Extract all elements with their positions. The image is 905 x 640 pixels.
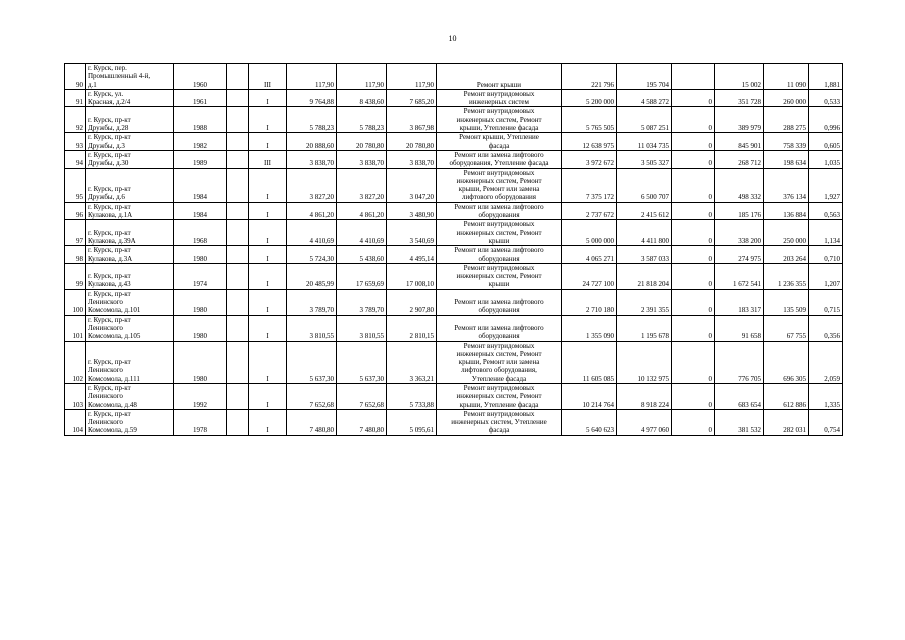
table-row xyxy=(65,246,843,264)
empty-cell xyxy=(227,246,249,264)
empty-cell xyxy=(227,220,249,246)
category-cell: I xyxy=(249,263,287,289)
year-cell: 1989 xyxy=(174,150,227,168)
works-cell: Ремонт или замена лифтового оборудования, Утепление фасада xyxy=(437,150,562,168)
residential-area-cell: 2 810,15 xyxy=(387,315,437,341)
fund-cost-cell: 1 195 678 xyxy=(617,315,672,341)
total-cost-cell: 11 605 085 xyxy=(562,341,617,383)
row-number: 96 xyxy=(65,202,86,220)
ratio-cell: 0,356 xyxy=(809,315,843,341)
area-cell: 3 838,70 xyxy=(337,150,387,168)
table-row xyxy=(65,220,843,246)
residential-area-cell: 3 867,98 xyxy=(387,107,437,133)
table-row xyxy=(65,107,843,133)
budget-cost-cell: 0 xyxy=(672,133,715,151)
address-cell: г. Курск, пр-кт Дружбы, д.6 xyxy=(86,168,174,202)
row-number: 104 xyxy=(65,409,86,435)
owners-cost-cell: 198 634 xyxy=(764,150,809,168)
ratio-cell: 1,134 xyxy=(809,220,843,246)
municipal-cost-cell: 351 728 xyxy=(715,89,764,107)
fund-cost-cell: 4 977 060 xyxy=(617,409,672,435)
works-cell: Ремонт внутридомовых инженерных систем, Ремонт крыши, Ремонт или замена лифтового оборудования xyxy=(437,168,562,202)
ratio-cell: 0,605 xyxy=(809,133,843,151)
address-cell: г. Курск, пр-кт Ленинского Комсомола, д.59 xyxy=(86,409,174,435)
municipal-cost-cell: 776 705 xyxy=(715,341,764,383)
municipal-cost-cell: 381 532 xyxy=(715,409,764,435)
budget-cost-cell: 0 xyxy=(672,107,715,133)
ratio-cell: 0,996 xyxy=(809,107,843,133)
municipal-cost-cell: 183 317 xyxy=(715,289,764,315)
works-cell: Ремонт внутридомовых инженерных систем, Ремонт крыши xyxy=(437,220,562,246)
total-cost-cell: 221 796 xyxy=(562,64,617,90)
total-area-cell: 5 637,30 xyxy=(287,341,337,383)
empty-cell xyxy=(227,383,249,409)
ratio-cell: 1,335 xyxy=(809,383,843,409)
municipal-cost-cell: 338 200 xyxy=(715,220,764,246)
total-area-cell: 3 789,70 xyxy=(287,289,337,315)
area-cell: 20 780,80 xyxy=(337,133,387,151)
works-cell: Ремонт крыши, Утепление фасада xyxy=(437,133,562,151)
empty-cell xyxy=(227,409,249,435)
residential-area-cell: 4 495,14 xyxy=(387,246,437,264)
empty-cell xyxy=(227,64,249,90)
ratio-cell: 2,059 xyxy=(809,341,843,383)
row-number: 98 xyxy=(65,246,86,264)
table-row xyxy=(65,150,843,168)
total-area-cell: 7 480,80 xyxy=(287,409,337,435)
residential-area-cell: 5 733,88 xyxy=(387,383,437,409)
municipal-cost-cell: 1 672 541 xyxy=(715,263,764,289)
area-cell: 5 438,60 xyxy=(337,246,387,264)
address-cell: г. Курск, пр-кт Ленинского Комсомола, д.105 xyxy=(86,315,174,341)
fund-cost-cell: 11 034 735 xyxy=(617,133,672,151)
fund-cost-cell: 2 415 612 xyxy=(617,202,672,220)
empty-cell xyxy=(227,202,249,220)
category-cell: I xyxy=(249,383,287,409)
empty-cell xyxy=(227,89,249,107)
table-row xyxy=(65,383,843,409)
budget-cost-cell: 0 xyxy=(672,409,715,435)
fund-cost-cell: 3 505 327 xyxy=(617,150,672,168)
address-cell: г. Курск, пр-кт Ленинского Комсомола, д.111 xyxy=(86,341,174,383)
year-cell: 1982 xyxy=(174,133,227,151)
area-cell: 7 480,80 xyxy=(337,409,387,435)
total-cost-cell: 24 727 100 xyxy=(562,263,617,289)
total-area-cell: 4 861,20 xyxy=(287,202,337,220)
works-cell: Ремонт или замена лифтового оборудования xyxy=(437,246,562,264)
budget-cost-cell: 0 xyxy=(672,220,715,246)
residential-area-cell: 117,90 xyxy=(387,64,437,90)
municipal-cost-cell: 683 654 xyxy=(715,383,764,409)
total-cost-cell: 4 065 271 xyxy=(562,246,617,264)
area-cell: 7 652,68 xyxy=(337,383,387,409)
owners-cost-cell: 250 000 xyxy=(764,220,809,246)
works-cell: Ремонт или замена лифтового оборудования xyxy=(437,202,562,220)
residential-area-cell: 20 780,80 xyxy=(387,133,437,151)
row-number: 103 xyxy=(65,383,86,409)
address-cell: г. Курск, пр-кт Дружбы, д.3 xyxy=(86,133,174,151)
area-cell: 4 861,20 xyxy=(337,202,387,220)
owners-cost-cell: 203 264 xyxy=(764,246,809,264)
budget-cost-cell: 0 xyxy=(672,383,715,409)
residential-area-cell: 7 685,20 xyxy=(387,89,437,107)
ratio-cell: 0,533 xyxy=(809,89,843,107)
category-cell: I xyxy=(249,220,287,246)
municipal-cost-cell: 498 332 xyxy=(715,168,764,202)
total-cost-cell: 5 640 623 xyxy=(562,409,617,435)
empty-cell xyxy=(227,263,249,289)
table-row xyxy=(65,64,843,90)
fund-cost-cell: 195 704 xyxy=(617,64,672,90)
category-cell: I xyxy=(249,341,287,383)
row-number: 97 xyxy=(65,220,86,246)
row-number: 100 xyxy=(65,289,86,315)
row-number: 93 xyxy=(65,133,86,151)
budget-cost-cell: 0 xyxy=(672,315,715,341)
budget-cost-cell xyxy=(672,64,715,90)
ratio-cell: 1,927 xyxy=(809,168,843,202)
year-cell: 1980 xyxy=(174,289,227,315)
owners-cost-cell: 376 134 xyxy=(764,168,809,202)
fund-cost-cell: 8 918 224 xyxy=(617,383,672,409)
municipal-cost-cell: 274 975 xyxy=(715,246,764,264)
owners-cost-cell: 1 236 355 xyxy=(764,263,809,289)
page-number: 10 xyxy=(448,34,457,43)
table-row xyxy=(65,289,843,315)
table-row xyxy=(65,315,843,341)
municipal-cost-cell: 389 979 xyxy=(715,107,764,133)
ratio-cell: 1,035 xyxy=(809,150,843,168)
year-cell: 1988 xyxy=(174,107,227,133)
ratio-cell: 0,710 xyxy=(809,246,843,264)
category-cell: III xyxy=(249,150,287,168)
category-cell: I xyxy=(249,202,287,220)
category-cell: I xyxy=(249,246,287,264)
municipal-cost-cell: 845 901 xyxy=(715,133,764,151)
total-area-cell: 5 788,23 xyxy=(287,107,337,133)
residential-area-cell: 3 047,20 xyxy=(387,168,437,202)
year-cell: 1992 xyxy=(174,383,227,409)
category-cell: III xyxy=(249,64,287,90)
owners-cost-cell: 11 090 xyxy=(764,64,809,90)
total-cost-cell: 7 375 172 xyxy=(562,168,617,202)
address-cell: г. Курск, пр-кт Ленинского Комсомола, д.48 xyxy=(86,383,174,409)
budget-cost-cell: 0 xyxy=(672,246,715,264)
year-cell: 1961 xyxy=(174,89,227,107)
works-cell: Ремонт или замена лифтового оборудования xyxy=(437,315,562,341)
table-row xyxy=(65,202,843,220)
total-area-cell: 5 724,30 xyxy=(287,246,337,264)
category-cell: I xyxy=(249,289,287,315)
fund-cost-cell: 4 411 800 xyxy=(617,220,672,246)
year-cell: 1980 xyxy=(174,246,227,264)
row-number: 91 xyxy=(65,89,86,107)
row-number: 101 xyxy=(65,315,86,341)
residential-area-cell: 3 838,70 xyxy=(387,150,437,168)
year-cell: 1974 xyxy=(174,263,227,289)
year-cell: 1960 xyxy=(174,64,227,90)
budget-cost-cell: 0 xyxy=(672,263,715,289)
category-cell: I xyxy=(249,409,287,435)
municipal-cost-cell: 268 712 xyxy=(715,150,764,168)
repair-program-table xyxy=(64,63,843,436)
fund-cost-cell: 5 087 251 xyxy=(617,107,672,133)
area-cell: 5 637,30 xyxy=(337,341,387,383)
total-area-cell: 3 827,20 xyxy=(287,168,337,202)
address-cell: г. Курск, пр-кт Кулакова, д.1А xyxy=(86,202,174,220)
budget-cost-cell: 0 xyxy=(672,150,715,168)
area-cell: 17 659,69 xyxy=(337,263,387,289)
address-cell: г. Курск, пр-кт Дружбы, д.28 xyxy=(86,107,174,133)
total-area-cell: 20 485,99 xyxy=(287,263,337,289)
fund-cost-cell: 6 500 707 xyxy=(617,168,672,202)
total-area-cell: 20 888,60 xyxy=(287,133,337,151)
row-number: 95 xyxy=(65,168,86,202)
empty-cell xyxy=(227,107,249,133)
year-cell: 1978 xyxy=(174,409,227,435)
budget-cost-cell: 0 xyxy=(672,202,715,220)
ratio-cell: 1,881 xyxy=(809,64,843,90)
empty-cell xyxy=(227,168,249,202)
area-cell: 117,90 xyxy=(337,64,387,90)
works-cell: Ремонт внутридомовых инженерных систем xyxy=(437,89,562,107)
municipal-cost-cell: 91 658 xyxy=(715,315,764,341)
works-cell: Ремонт внутридомовых инженерных систем, Ремонт крыши, Ремонт или замена лифтового оборудования, Утепление фасада xyxy=(437,341,562,383)
table-row xyxy=(65,89,843,107)
owners-cost-cell: 67 755 xyxy=(764,315,809,341)
municipal-cost-cell: 15 002 xyxy=(715,64,764,90)
total-cost-cell: 3 972 672 xyxy=(562,150,617,168)
total-area-cell: 9 764,88 xyxy=(287,89,337,107)
empty-cell xyxy=(227,289,249,315)
residential-area-cell: 3 363,21 xyxy=(387,341,437,383)
address-cell: г. Курск, пр-кт Кулакова, д.3А xyxy=(86,246,174,264)
row-number: 94 xyxy=(65,150,86,168)
empty-cell xyxy=(227,150,249,168)
year-cell: 1984 xyxy=(174,168,227,202)
table-row xyxy=(65,409,843,435)
owners-cost-cell: 696 305 xyxy=(764,341,809,383)
empty-cell xyxy=(227,133,249,151)
table-row xyxy=(65,133,843,151)
total-cost-cell: 5 000 000 xyxy=(562,220,617,246)
total-cost-cell: 2 737 672 xyxy=(562,202,617,220)
total-area-cell: 3 838,70 xyxy=(287,150,337,168)
owners-cost-cell: 135 509 xyxy=(764,289,809,315)
area-cell: 3 789,70 xyxy=(337,289,387,315)
category-cell: I xyxy=(249,168,287,202)
area-cell: 5 788,23 xyxy=(337,107,387,133)
owners-cost-cell: 288 275 xyxy=(764,107,809,133)
year-cell: 1984 xyxy=(174,202,227,220)
address-cell: г. Курск, пр-кт Кулакова, д.39А xyxy=(86,220,174,246)
budget-cost-cell: 0 xyxy=(672,89,715,107)
works-cell: Ремонт внутридомовых инженерных систем, Ремонт крыши, Утепление фасада xyxy=(437,107,562,133)
table-row xyxy=(65,341,843,383)
budget-cost-cell: 0 xyxy=(672,341,715,383)
ratio-cell: 0,754 xyxy=(809,409,843,435)
fund-cost-cell: 4 588 272 xyxy=(617,89,672,107)
category-cell: I xyxy=(249,133,287,151)
works-cell: Ремонт крыши xyxy=(437,64,562,90)
table-row xyxy=(65,263,843,289)
year-cell: 1980 xyxy=(174,341,227,383)
total-area-cell: 4 410,69 xyxy=(287,220,337,246)
empty-cell xyxy=(227,341,249,383)
fund-cost-cell: 3 587 033 xyxy=(617,246,672,264)
empty-cell xyxy=(227,315,249,341)
address-cell: г. Курск, пер. Промышленный 4-й, д.1 xyxy=(86,64,174,90)
owners-cost-cell: 260 000 xyxy=(764,89,809,107)
total-cost-cell: 1 355 090 xyxy=(562,315,617,341)
works-cell: Ремонт внутридомовых инженерных систем, Ремонт крыши, Утепление фасада xyxy=(437,383,562,409)
category-cell: I xyxy=(249,89,287,107)
table-body xyxy=(65,64,843,436)
row-number: 90 xyxy=(65,64,86,90)
total-area-cell: 7 652,68 xyxy=(287,383,337,409)
total-cost-cell: 12 638 975 xyxy=(562,133,617,151)
owners-cost-cell: 758 339 xyxy=(764,133,809,151)
works-cell: Ремонт или замена лифтового оборудования xyxy=(437,289,562,315)
works-cell: Ремонт внутридомовых инженерных систем, Ремонт крыши xyxy=(437,263,562,289)
total-cost-cell: 10 214 764 xyxy=(562,383,617,409)
address-cell: г. Курск, пр-кт Дружбы, д.30 xyxy=(86,150,174,168)
residential-area-cell: 3 480,90 xyxy=(387,202,437,220)
works-cell: Ремонт внутридомовых инженерных систем, Утепление фасада xyxy=(437,409,562,435)
row-number: 99 xyxy=(65,263,86,289)
residential-area-cell: 17 008,10 xyxy=(387,263,437,289)
total-area-cell: 117,90 xyxy=(287,64,337,90)
ratio-cell: 0,715 xyxy=(809,289,843,315)
area-cell: 4 410,69 xyxy=(337,220,387,246)
total-cost-cell: 5 765 505 xyxy=(562,107,617,133)
total-cost-cell: 5 200 000 xyxy=(562,89,617,107)
fund-cost-cell: 10 132 975 xyxy=(617,341,672,383)
table-row xyxy=(65,168,843,202)
ratio-cell: 1,207 xyxy=(809,263,843,289)
owners-cost-cell: 612 886 xyxy=(764,383,809,409)
category-cell: I xyxy=(249,315,287,341)
residential-area-cell: 2 907,80 xyxy=(387,289,437,315)
ratio-cell: 0,563 xyxy=(809,202,843,220)
area-cell: 3 810,55 xyxy=(337,315,387,341)
total-area-cell: 3 810,55 xyxy=(287,315,337,341)
area-cell: 8 438,60 xyxy=(337,89,387,107)
address-cell: г. Курск, пр-кт Кулакова, д.43 xyxy=(86,263,174,289)
total-cost-cell: 2 710 180 xyxy=(562,289,617,315)
row-number: 92 xyxy=(65,107,86,133)
fund-cost-cell: 2 391 355 xyxy=(617,289,672,315)
fund-cost-cell: 21 818 204 xyxy=(617,263,672,289)
budget-cost-cell: 0 xyxy=(672,168,715,202)
address-cell: г. Курск, пр-кт Ленинского Комсомола, д.101 xyxy=(86,289,174,315)
year-cell: 1968 xyxy=(174,220,227,246)
owners-cost-cell: 136 884 xyxy=(764,202,809,220)
budget-cost-cell: 0 xyxy=(672,289,715,315)
owners-cost-cell: 282 031 xyxy=(764,409,809,435)
address-cell: г. Курск, ул. Красная, д.2/4 xyxy=(86,89,174,107)
area-cell: 3 827,20 xyxy=(337,168,387,202)
municipal-cost-cell: 185 176 xyxy=(715,202,764,220)
year-cell: 1980 xyxy=(174,315,227,341)
category-cell: I xyxy=(249,107,287,133)
row-number: 102 xyxy=(65,341,86,383)
residential-area-cell: 3 540,69 xyxy=(387,220,437,246)
residential-area-cell: 5 095,61 xyxy=(387,409,437,435)
